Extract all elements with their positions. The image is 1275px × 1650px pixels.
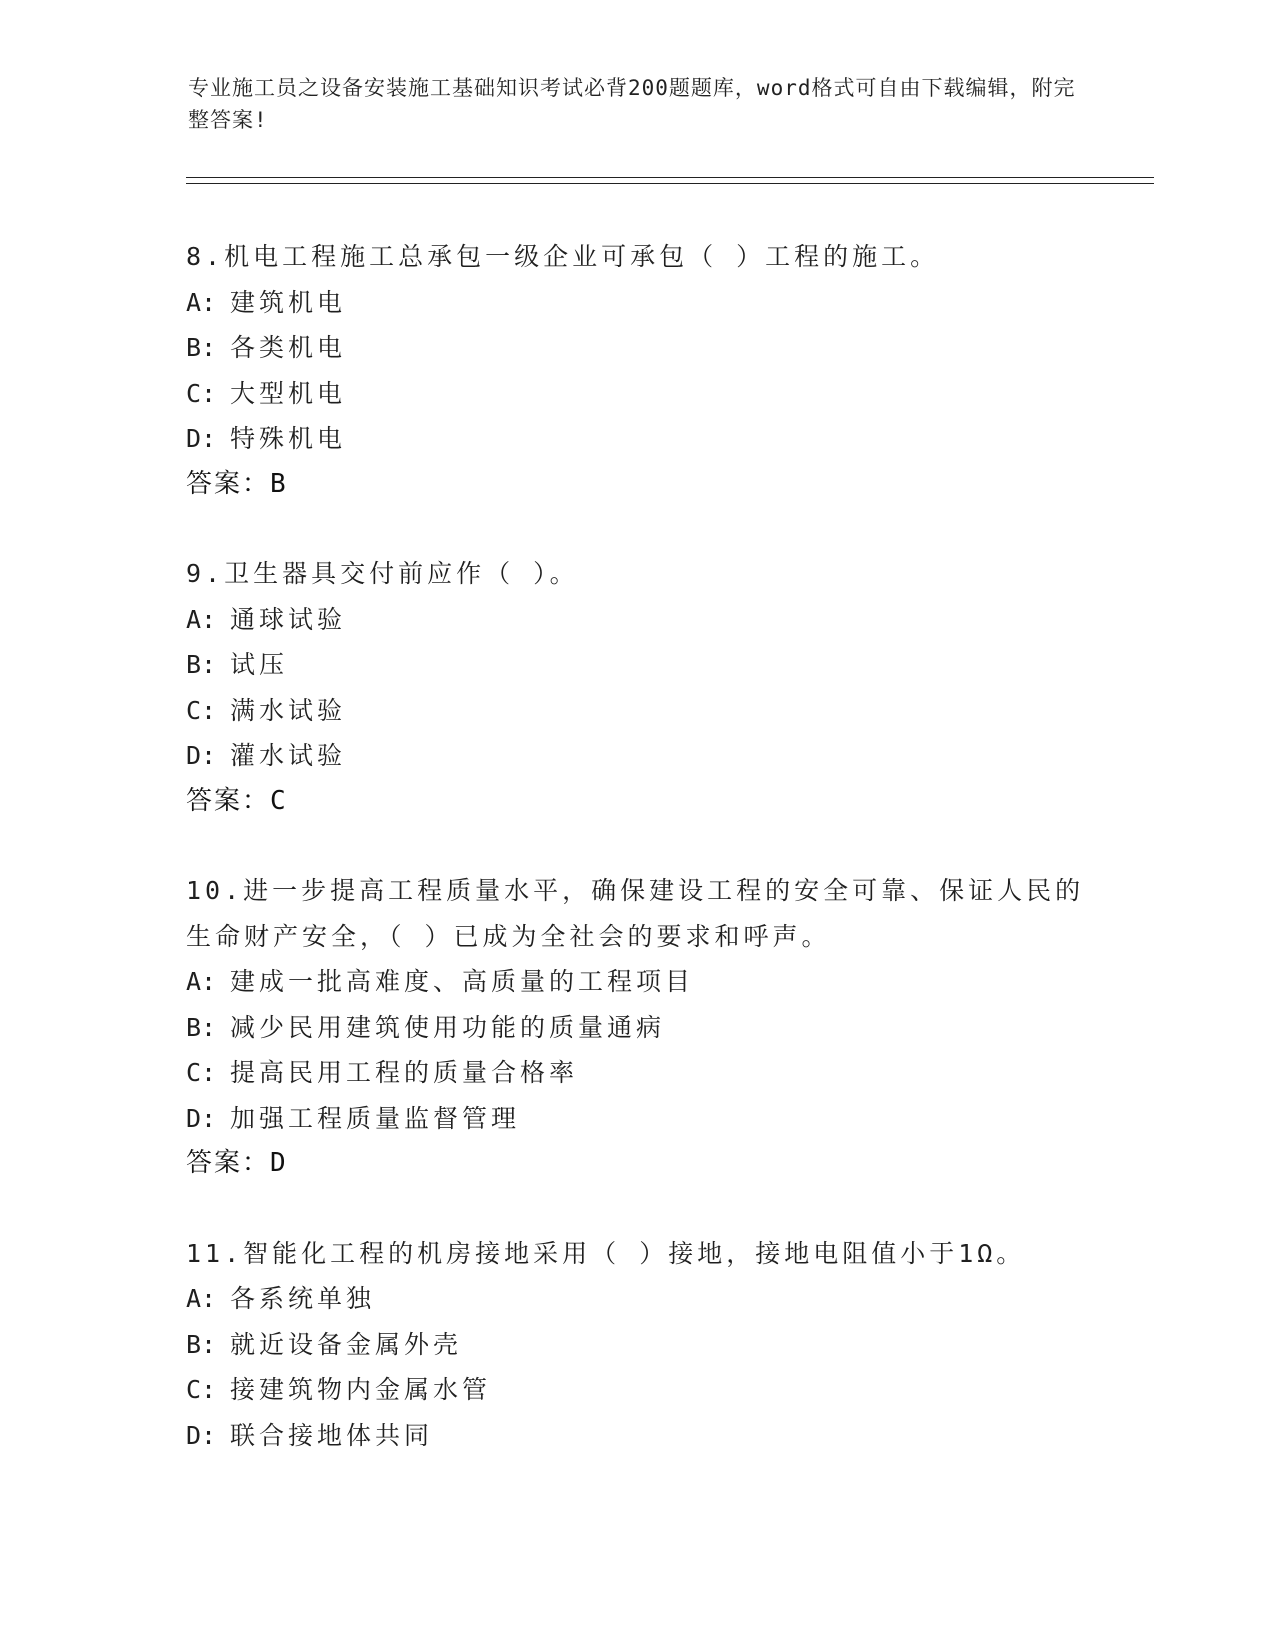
question-list — [186, 234, 1186, 1502]
header-divider-top — [186, 177, 1154, 178]
option-text: 满水试验 — [230, 695, 347, 725]
option-text: 特殊机电 — [230, 424, 347, 453]
answer-label: 答案： — [186, 468, 271, 499]
option-letter: B: — [186, 1329, 217, 1359]
option-c — [186, 688, 1186, 734]
header-divider-bottom — [186, 183, 1154, 184]
document-header: 专业施工员之设备安装施工基础知识考试必背200题题库，word格式可自由下载编辑，附完整答案! — [188, 76, 1076, 132]
option-b — [186, 1322, 1186, 1368]
option-text: 大型机电 — [230, 378, 347, 408]
option-text: 通球试验 — [230, 604, 347, 634]
question-text: 11.智能化工程的机房接地采用（ ）接地，接地电阻值小于1Ω。 — [186, 1238, 1026, 1268]
option-text: 联合接地体共同 — [230, 1420, 434, 1450]
option-text: 试压 — [230, 650, 289, 679]
option-letter: D: — [186, 1420, 217, 1450]
option-d — [186, 1096, 1186, 1142]
option-text: 提高民用工程的质量合格率 — [230, 1058, 579, 1087]
option-text: 各类机电 — [230, 333, 347, 362]
option-text: 减少民用建筑使用功能的质量通病 — [230, 1012, 666, 1042]
option-letter: C: — [186, 1375, 217, 1404]
option-text: 就近设备金属外壳 — [230, 1329, 463, 1359]
option-letter: A: — [186, 604, 217, 634]
option-letter: C: — [186, 695, 217, 725]
question-11 — [186, 1231, 1186, 1459]
option-letter: C: — [186, 378, 217, 408]
answer-value: C — [270, 785, 286, 816]
option-d — [186, 733, 1186, 779]
answer-line — [186, 1141, 1186, 1187]
question-text: 8.机电工程施工总承包一级企业可承包（ ）工程的施工。 — [186, 242, 940, 271]
option-a — [186, 1276, 1186, 1322]
option-a — [186, 959, 1186, 1005]
option-c — [186, 1050, 1186, 1096]
answer-value: B — [270, 468, 286, 499]
question-10 — [186, 868, 1186, 1187]
option-letter: B: — [186, 650, 217, 679]
option-b — [186, 1005, 1186, 1051]
option-a — [186, 280, 1186, 326]
option-b — [186, 325, 1186, 371]
option-text: 各系统单独 — [230, 1284, 376, 1313]
option-letter: A: — [186, 1284, 217, 1313]
answer-label: 答案： — [186, 785, 271, 816]
option-letter: D: — [186, 1103, 217, 1133]
option-letter: A: — [186, 967, 217, 996]
option-text: 接建筑物内金属水管 — [230, 1375, 492, 1404]
option-letter: D: — [186, 741, 217, 770]
option-c — [186, 371, 1186, 417]
answer-line — [186, 779, 1186, 825]
option-text: 加强工程质量监督管理 — [230, 1103, 521, 1133]
option-b — [186, 642, 1186, 688]
question-text: 10.进一步提高工程质量水平，确保建设工程的安全可靠、保证人民的生命财产安全，（ ）已成为全社会的要求和呼声。 — [186, 876, 1085, 951]
answer-line — [186, 462, 1186, 508]
answer-label: 答案： — [186, 1148, 271, 1178]
option-text: 灌水试验 — [230, 741, 347, 770]
option-a — [186, 597, 1186, 643]
option-text: 建筑机电 — [230, 287, 347, 317]
option-letter: B: — [186, 1012, 217, 1042]
option-letter: D: — [186, 424, 217, 453]
question-text: 9.卫生器具交付前应作（ ）。 — [186, 559, 579, 588]
question-8 — [186, 234, 1186, 507]
option-c — [186, 1367, 1186, 1413]
option-d — [186, 416, 1186, 462]
option-letter: C: — [186, 1058, 217, 1087]
option-text: 建成一批高难度、高质量的工程项目 — [230, 967, 695, 996]
option-d — [186, 1413, 1186, 1459]
option-letter: A: — [186, 287, 217, 317]
question-9 — [186, 551, 1186, 824]
answer-value: D — [270, 1148, 286, 1178]
option-letter: B: — [186, 333, 217, 362]
